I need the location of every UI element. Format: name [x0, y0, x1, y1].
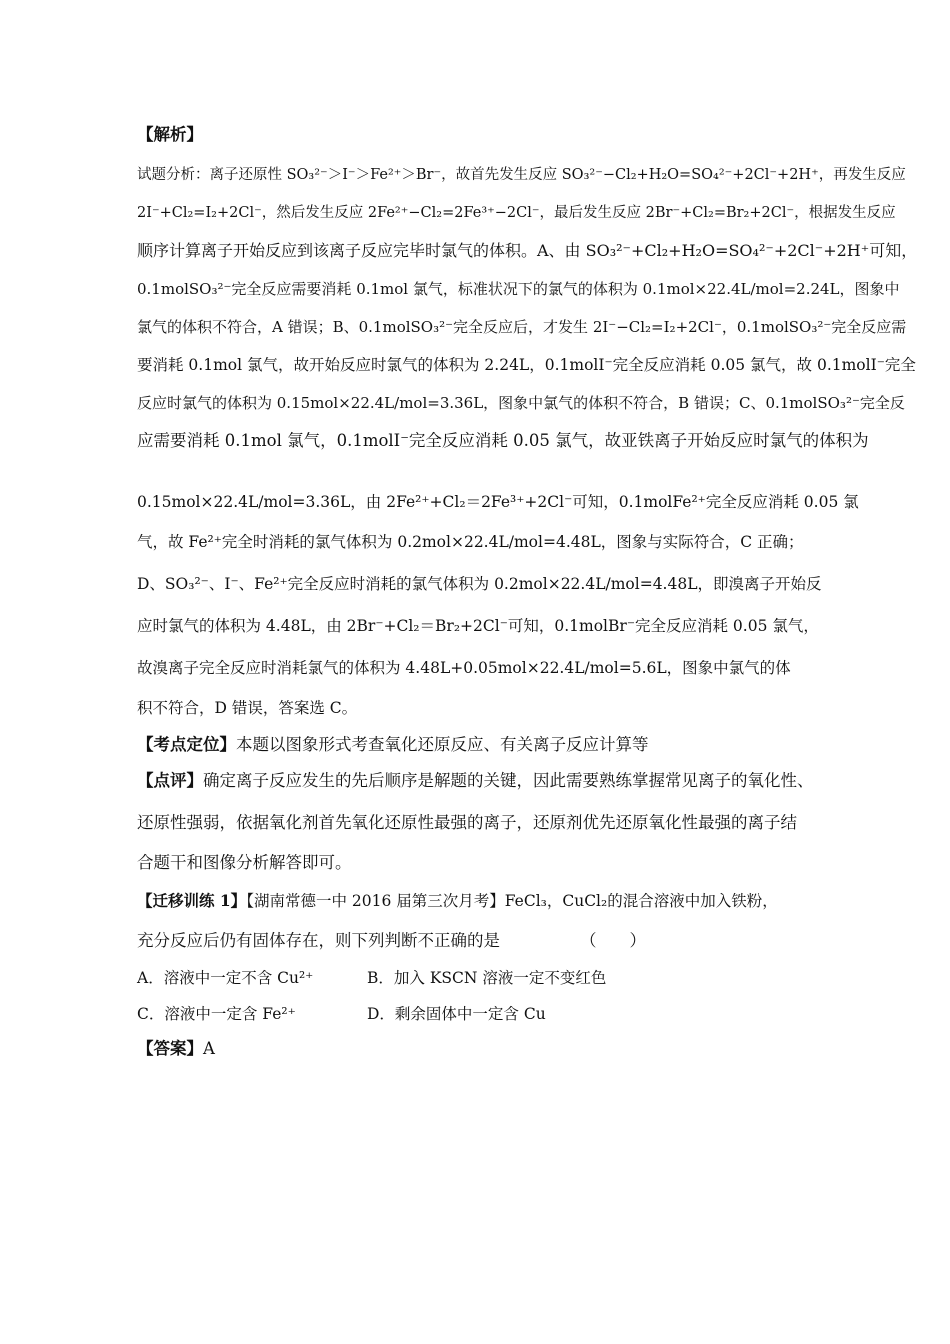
answer-row [137, 1038, 215, 1060]
analysis-line: 氯气的体积不符合，A 错误；B、0.1molSO₃²⁻完全反应后，才发生 2I⁻−Cl₂=I₂+2Cl⁻，0.1molSO₃²⁻完全反应需 [137, 318, 907, 336]
transfer-source: 【湖南常德一中 2016 届第三次月考】 [246, 892, 505, 910]
analysis-heading: 【解析】 [137, 125, 203, 144]
dianping-tag: 【点评】 [137, 771, 203, 790]
analysis-line: 2I⁻+Cl₂=I₂+2Cl⁻，然后发生反应 2Fe²⁺−Cl₂=2Fe³⁺−2Cl⁻，最后发生反应 2Br⁻+Cl₂=Br₂+2Cl⁻，根据发生反应 [137, 205, 896, 221]
answer-paren: （ ） [580, 931, 646, 950]
option-b: B．加入 KSCN 溶液一定不变红色 [367, 969, 607, 987]
analysis-line: 积不符合，D 错误，答案选 C。 [137, 699, 358, 717]
analysis-line: 气，故 Fe²⁺完全时消耗的氯气体积为 0.2mol×22.4L/mol=4.48L，图象与实际符合，C 正确； [137, 533, 804, 551]
analysis-line: 故溴离子完全反应时消耗氯气的体积为 4.48L+0.05mol×22.4L/mol=5.6L，图象中氯气的体 [137, 659, 791, 677]
analysis-line: 要消耗 0.1mol 氯气，故开始反应时氯气的体积为 2.24L，0.1molI⁻完全反应消耗 0.05 氯气，故 0.1molI⁻完全 [137, 356, 916, 374]
transfer-question-text: 充分反应后仍有固体存在，则下列判断不正确的是 [137, 931, 500, 950]
analysis-line: 反应时氯气的体积为 0.15mol×22.4L/mol=3.36L，图象中氯气的体积不符合，B 错误；C、0.1molSO₃²⁻完全反 [137, 394, 905, 412]
analysis-line: 应时氯气的体积为 4.48L，由 2Br⁻+Cl₂＝Br₂+2Cl⁻可知，0.1molBr⁻完全反应消耗 0.05 氯气， [137, 617, 819, 635]
transfer-row [137, 890, 778, 912]
transfer-question-line [137, 930, 646, 952]
analysis-line: 应需要消耗 0.1mol 氯气，0.1molI⁻完全反应消耗 0.05 氯气，故亚铁离子开始反应时氯气的体积为 [137, 431, 869, 450]
kaodian-text: 本题以图象形式考查氧化还原反应、有关离子反应计算等 [236, 735, 649, 754]
dianping-line: 还原性强弱，依据氧化剂首先氧化还原性最强的离子，还原剂优先还原氧化性最强的离子结 [137, 813, 797, 832]
analysis-line: D、SO₃²⁻、I⁻、Fe²⁺完全反应时消耗的氯气体积为 0.2mol×22.4L/mol=4.48L，即溴离子开始反 [137, 575, 822, 593]
kaodian-tag: 【考点定位】 [137, 735, 236, 754]
dianping-row [137, 770, 814, 792]
kaodian-row [137, 734, 649, 756]
analysis-line: 0.1molSO₃²⁻完全反应需要消耗 0.1mol 氯气，标准状况下的氯气的体积为 0.1mol×22.4L/mol=2.24L，图象中 [137, 280, 900, 298]
transfer-question-start: FeCl₃，CuCl₂的混合溶液中加入铁粉， [504, 892, 778, 910]
answer-value: A [203, 1039, 215, 1058]
option-c: C．溶液中一定含 Fe²⁺ [137, 1005, 296, 1023]
dianping-line: 合题干和图像分析解答即可。 [137, 853, 352, 872]
transfer-tag: 【迁移训练 1】 [137, 891, 247, 910]
option-a: A．溶液中一定不含 Cu²⁺ [137, 969, 314, 987]
analysis-line: 试题分析：离子还原性 SO₃²⁻＞I⁻＞Fe²⁺＞Br⁻，故首先发生反应 SO₃²⁻−Cl₂+H₂O=SO₄²⁻+2Cl⁻+2H⁺，再发生反应 [137, 167, 906, 183]
option-d: D．剩余固体中一定含 Cu [367, 1005, 546, 1023]
analysis-line: 顺序计算离子开始反应到该离子反应完毕时氯气的体积。A、由 SO₃²⁻+Cl₂+H₂O=SO₄²⁻+2Cl⁻+2H⁺可知， [137, 241, 918, 260]
analysis-line: 0.15mol×22.4L/mol=3.36L，由 2Fe²⁺+Cl₂＝2Fe³⁺+2Cl⁻可知，0.1molFe²⁺完全反应消耗 0.05 氯 [137, 493, 859, 511]
dianping-text: 确定离子反应发生的先后顺序是解题的关键，因此需要熟练掌握常见离子的氧化性、 [203, 771, 814, 790]
answer-tag: 【答案】 [137, 1039, 203, 1058]
